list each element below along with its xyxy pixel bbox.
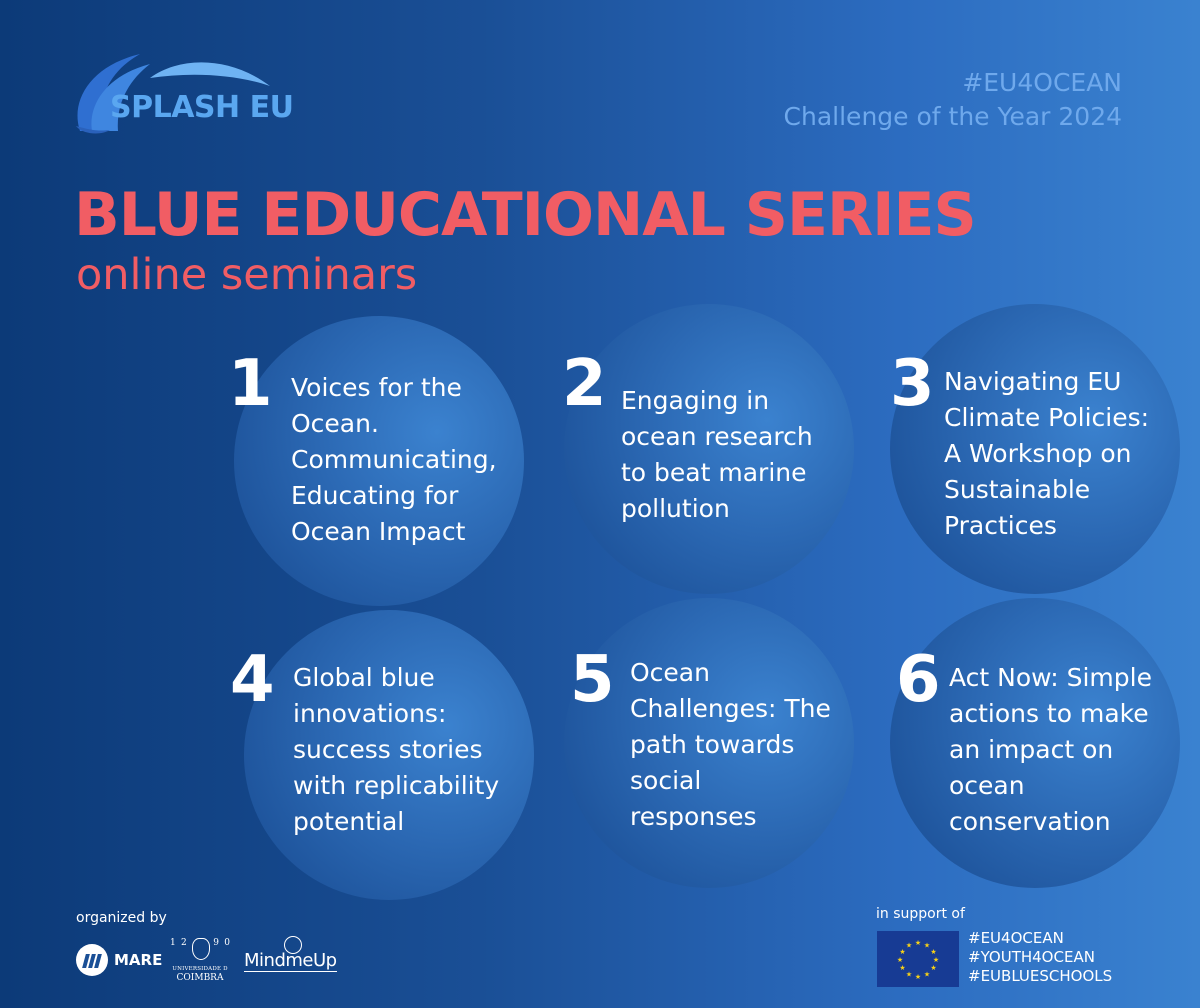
seminar-number-2: 2: [562, 347, 607, 421]
svg-text:★: ★: [905, 970, 913, 979]
support-label: in support of: [876, 906, 965, 922]
eu-flag-icon: [877, 931, 959, 987]
coimbra-university: UNIVERSIDADE D: [172, 966, 228, 972]
svg-text:★: ★: [930, 964, 937, 972]
svg-text:★: ★: [899, 964, 906, 972]
mare-logo-icon: [76, 944, 108, 976]
mare-logo: [76, 944, 162, 976]
hashtag-list: [968, 929, 1112, 986]
hashtag-eu4ocean: #EU4OCEAN: [962, 68, 1122, 97]
challenge-header: [784, 66, 1122, 134]
coimbra-year: 1 2 9 0: [170, 938, 230, 948]
challenge-year: Challenge of the Year 2024: [783, 102, 1122, 131]
organized-by-label: organized by: [76, 910, 167, 926]
splash-eu-logo: [70, 46, 300, 136]
hashtag-item: #EUBLUESCHOOLS: [968, 967, 1113, 985]
mindmeup-logo: [244, 936, 354, 982]
svg-text:★: ★: [905, 941, 913, 950]
seminar-title-3: Navigating EU Climate Policies: A Workshop on Sustainable Practices: [944, 367, 1150, 540]
page-title: BLUE EDUCATIONAL SERIES: [74, 180, 976, 250]
svg-text:★: ★: [914, 939, 922, 947]
page-subtitle: online seminars: [76, 250, 418, 300]
svg-text:★: ★: [899, 948, 906, 956]
seminar-title-2: Engaging in ocean research to beat marine pollution: [621, 386, 813, 523]
seminar-number-3: 3: [890, 347, 935, 421]
mare-text: MARE: [114, 951, 163, 969]
svg-text:★: ★: [923, 970, 931, 979]
coimbra-seal-icon: [192, 938, 210, 960]
seminar-title-6: Act Now: Simple actions to make an impact on ocean conservation: [949, 663, 1152, 836]
seminar-title-5: Ocean Challenges: The path towards social responses: [630, 658, 831, 831]
coimbra-city: COIMBRA: [176, 973, 224, 983]
seminar-title-1: Voices for the Ocean. Communicating, Educating for Ocean Impact: [291, 373, 497, 546]
seminar-number-6: 6: [896, 643, 941, 717]
svg-text:★: ★: [914, 973, 922, 981]
seminar-number-4: 4: [230, 643, 275, 717]
svg-text:★: ★: [932, 956, 940, 964]
svg-text:★: ★: [923, 941, 931, 950]
hashtag-item: #EU4OCEAN: [968, 929, 1064, 947]
svg-text:★: ★: [930, 948, 937, 956]
svg-text:★: ★: [896, 956, 904, 964]
seminar-title-4: Global blue innovations: success stories with replicability potential: [293, 663, 500, 836]
hashtag-item: #YOUTH4OCEAN: [968, 948, 1095, 966]
seminar-number-5: 5: [570, 643, 615, 717]
mindmeup-text: MindmeUp: [244, 950, 337, 971]
coimbra-logo: [170, 938, 230, 984]
seminar-number-1: 1: [228, 347, 273, 421]
logo-text: SPLASH EU: [110, 90, 294, 125]
